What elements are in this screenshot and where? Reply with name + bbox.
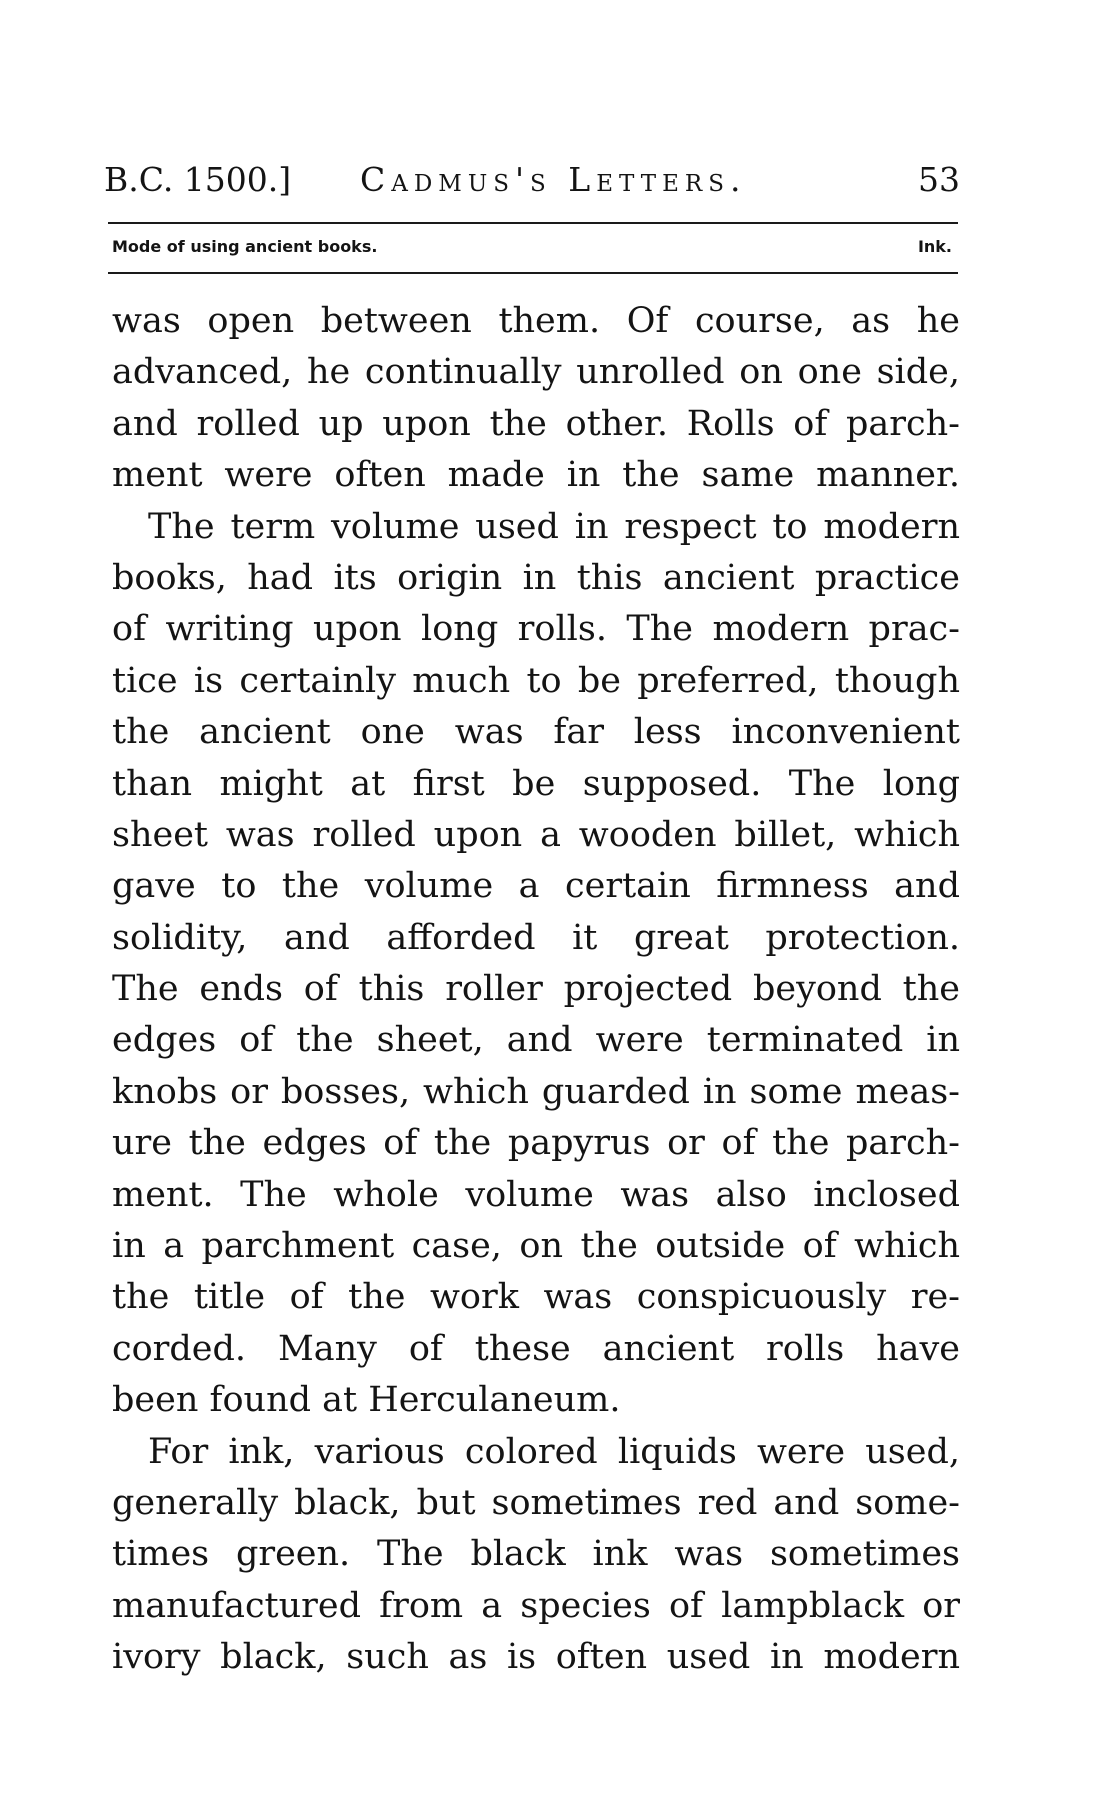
subheader-right: Ink. xyxy=(917,237,952,256)
text-line: times green. The black ink was sometimes xyxy=(112,1534,960,1575)
text-line: of writing upon long rolls. The modern prac- xyxy=(112,609,960,650)
header-date: B.C. 1500.] xyxy=(104,160,292,199)
text-line: the ancient one was far less inconvenient xyxy=(112,712,960,753)
text-line: For ink, various colored liquids were used, xyxy=(148,1431,960,1472)
text-line: tice is certainly much to be preferred, though xyxy=(112,660,960,701)
text-line: ment were often made in the same manner. xyxy=(112,455,960,496)
text-line: ivory black, such as is often used in modern xyxy=(112,1637,960,1678)
header-rule-bottom xyxy=(108,272,958,274)
text-line: solidity, and afforded it great protection. xyxy=(112,917,960,958)
text-line: gave to the volume a certain firmness and xyxy=(112,866,960,907)
text-line: generally black, but sometimes red and some- xyxy=(112,1482,960,1523)
text-line: been found at Herculaneum. xyxy=(112,1380,621,1421)
text-line: the title of the work was conspicuously re- xyxy=(112,1277,960,1318)
text-line: ure the edges of the papyrus or of the parch- xyxy=(112,1123,960,1164)
text-line: books, had its origin in this ancient practice xyxy=(112,557,960,598)
text-line: The ends of this roller projected beyond the xyxy=(112,969,960,1010)
text-line: than might at first be supposed. The long xyxy=(112,763,960,804)
text-line: advanced, he continually unrolled on one side, xyxy=(112,352,960,393)
body-text xyxy=(112,296,960,1684)
text-line: was open between them. Of course, as he xyxy=(112,301,960,341)
page-number: 53 xyxy=(918,160,960,199)
text-line: in a parchment case, on the outside of which xyxy=(112,1226,960,1267)
running-header xyxy=(104,160,960,210)
text-line: sheet was rolled upon a wooden billet, which xyxy=(112,814,960,855)
subheader-left: Mode of using ancient books. xyxy=(112,237,378,256)
section-subheader xyxy=(112,233,952,263)
text-line: The term volume used in respect to modern xyxy=(148,506,960,547)
text-line: edges of the sheet, and were terminated in xyxy=(112,1020,960,1061)
header-rule-top xyxy=(108,222,958,224)
header-title: Cadmus's Letters. xyxy=(360,160,747,199)
text-line: and rolled up upon the other. Rolls of parch- xyxy=(112,403,960,444)
text-line: ment. The whole volume was also inclosed xyxy=(112,1174,960,1215)
text-line: knobs or bosses, which guarded in some meas- xyxy=(112,1071,960,1112)
text-line: corded. Many of these ancient rolls have xyxy=(112,1328,960,1369)
text-line: manufactured from a species of lampblack or xyxy=(112,1585,960,1626)
